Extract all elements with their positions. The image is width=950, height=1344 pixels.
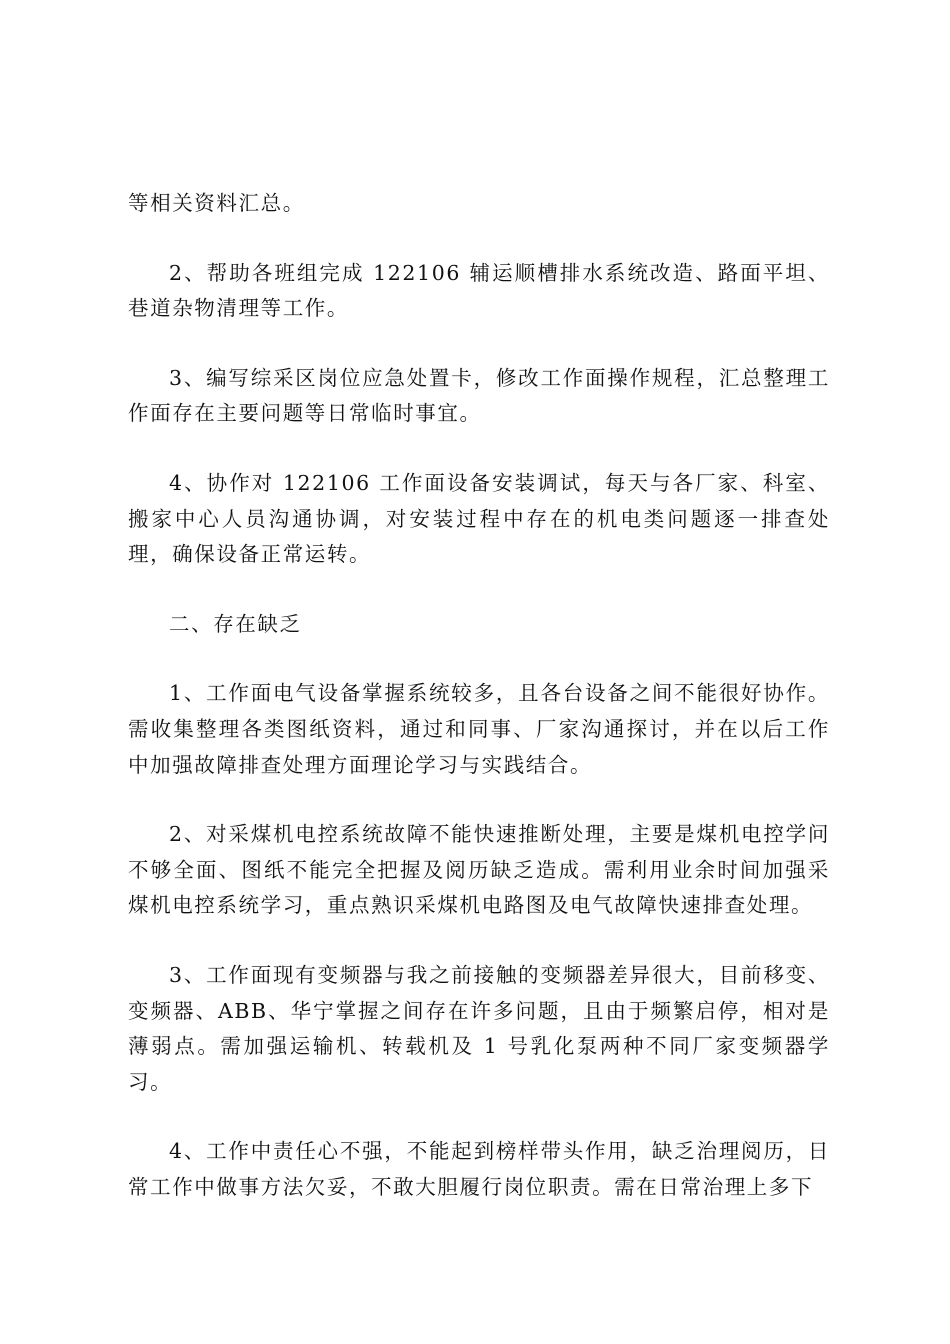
paragraph-item-4-equipment-install: 4、协作对 122106 工作面设备安装调试，每天与各厂家、科室、搬家中心人员沟通协调，对安装过程中存在的机电类问题逐一排查处理，确保设备正常运转。 xyxy=(128,470,830,567)
paragraph-shortcoming-4: 4、工作中责任心不强，不能起到榜样带头作用，缺乏治理阅历，日常工作中做事方法欠妥，不敢大胆履行岗位职责。需在日常治理上多下 xyxy=(128,1139,830,1199)
paragraph-shortcoming-1: 1、工作面电气设备掌握系统较多，且各台设备之间不能很好协作。需收集整理各类图纸资料，通过和同事、厂家沟通探讨，并在以后工作中加强故障排查处理方面理论学习与实践结合。 xyxy=(128,681,830,777)
document-body xyxy=(128,186,830,1205)
section-heading-shortcomings: 二、存在缺乏 xyxy=(169,611,302,636)
paragraph-continuation: 等相关资料汇总。 xyxy=(128,191,305,215)
paragraph-item-3-emergency-card: 3、编写综采区岗位应急处置卡，修改工作面操作规程，汇总整理工作面存在主要问题等日常临时事宜。 xyxy=(128,365,830,426)
paragraph-item-2-drainage: 2、帮助各班组完成 122106 辅运顺槽排水系统改造、路面平坦、巷道杂物清理等工作。 xyxy=(128,260,830,321)
paragraph-shortcoming-3: 3、工作面现有变频器与我之前接触的变频器差异很大，目前移变、变频器、ABB、华宁掌握之间存在许多问题，且由于频繁启停，相对是薄弱点。需加强运输机、转载机及 1 号乳化泵两种不同厂家变频器学习。 xyxy=(128,962,830,1094)
paragraph-shortcoming-2: 2、对采煤机电控系统故障不能快速推断处理，主要是煤机电控学问不够全面、图纸不能完全把握及阅历缺乏造成。需利用业余时间加强采煤机电控系统学习，重点熟识采煤机电路图及电气故障快速排查处理。 xyxy=(128,822,830,918)
